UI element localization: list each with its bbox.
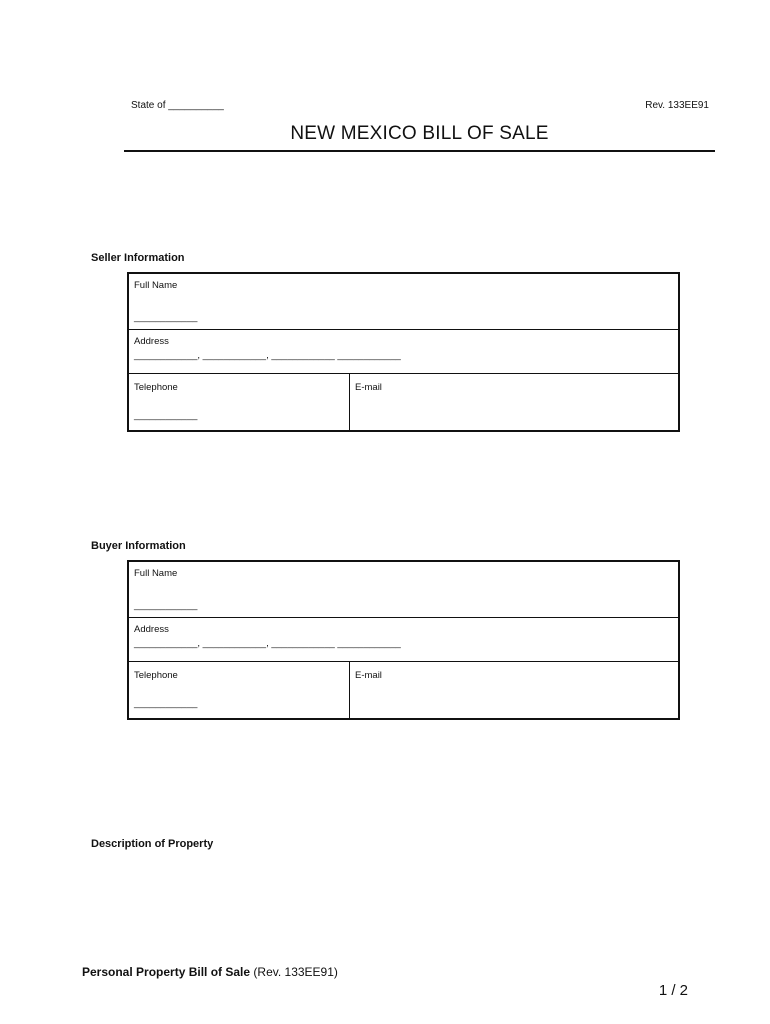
property-section-label: Description of Property (91, 838, 214, 850)
document-title: NEW MEXICO BILL OF SALE (290, 123, 549, 144)
footer-revision: (Rev. 133EE91) (253, 965, 338, 979)
buyer-address-field[interactable]: ____________, ____________, ____________ ____________ (134, 638, 401, 649)
buyer-cell-divider (349, 662, 350, 718)
buyer-full-name-field[interactable]: ____________ (134, 600, 198, 611)
state-field: State of __________ (131, 100, 224, 111)
buyer-section-label: Buyer Information (91, 540, 186, 552)
seller-address-field[interactable]: ____________, ____________, ____________ ____________ (134, 350, 401, 361)
page-number: 1 / 2 (658, 982, 688, 999)
seller-info-table (127, 272, 680, 432)
buyer-address-label: Address (134, 624, 169, 635)
buyer-contact-row (129, 662, 678, 718)
buyer-telephone-label: Telephone (134, 670, 178, 681)
footer-document-title (82, 965, 338, 979)
seller-full-name-field[interactable]: ____________ (134, 312, 198, 323)
seller-contact-row (129, 374, 678, 430)
buyer-info-table (127, 560, 680, 720)
title-divider (124, 150, 715, 152)
buyer-address-row[interactable] (129, 618, 678, 662)
buyer-telephone-field[interactable]: ____________ (134, 698, 198, 709)
buyer-full-name-label: Full Name (134, 568, 178, 579)
seller-full-name-label: Full Name (134, 280, 178, 291)
footer-title-text: Personal Property Bill of Sale (82, 965, 251, 979)
seller-address-row[interactable] (129, 330, 678, 374)
seller-telephone-label: Telephone (134, 382, 178, 393)
buyer-email-label: E-mail (355, 670, 382, 681)
seller-cell-divider (349, 374, 350, 430)
seller-section-label: Seller Information (91, 252, 185, 264)
seller-telephone-field[interactable]: ____________ (134, 410, 198, 421)
seller-email-label: E-mail (355, 382, 382, 393)
seller-address-label: Address (134, 336, 169, 347)
buyer-full-name-row[interactable] (129, 562, 678, 618)
seller-full-name-row[interactable] (129, 274, 678, 330)
revision-label: Rev. 133EE91 (645, 100, 709, 111)
